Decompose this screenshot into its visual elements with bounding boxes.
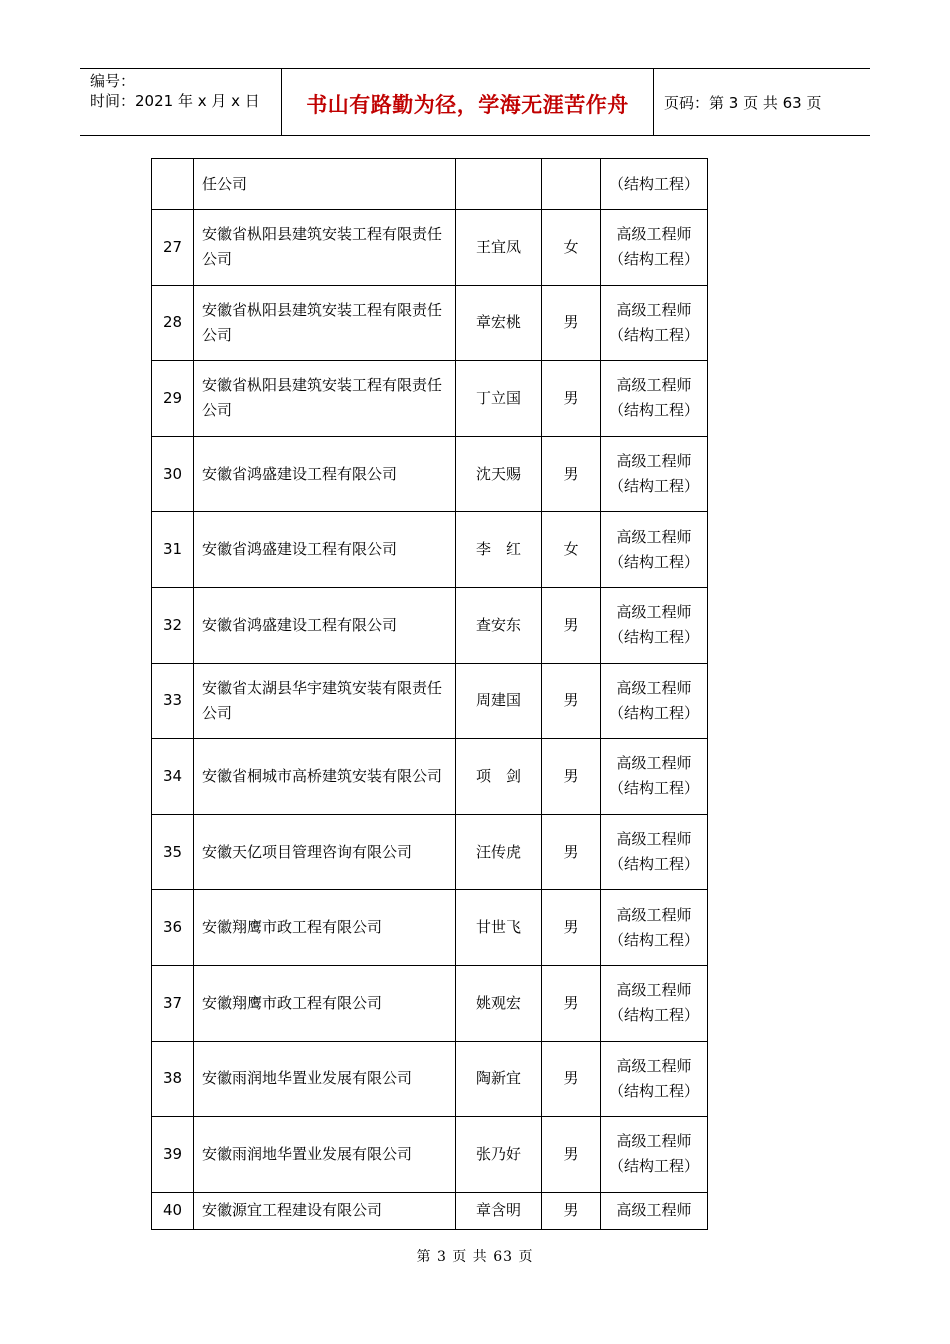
cell-gender: 男 (542, 587, 601, 663)
cell-no: 37 (152, 965, 194, 1041)
cell-name: 汪传虎 (456, 814, 542, 890)
table-row (152, 965, 708, 1041)
table-row (152, 285, 708, 361)
cell-company: 安徽翔鹰市政工程有限公司 (194, 965, 456, 1041)
cell-name: 章含明 (456, 1192, 542, 1229)
cell-title: 高级工程师（结构工程） (601, 436, 708, 512)
cell-no: 35 (152, 814, 194, 890)
cell-gender: 女 (542, 210, 601, 286)
personnel-table-body (152, 159, 708, 1230)
cell-title: （结构工程） (601, 159, 708, 210)
cell-name: 章宏桃 (456, 285, 542, 361)
cell-gender: 男 (542, 1192, 601, 1229)
cell-gender: 男 (542, 965, 601, 1041)
cell-no: 38 (152, 1041, 194, 1117)
cell-no (152, 159, 194, 210)
cell-no: 36 (152, 890, 194, 966)
cell-title: 高级工程师（结构工程） (601, 512, 708, 588)
cell-title: 高级工程师 (601, 1192, 708, 1229)
cell-company: 安徽省太湖县华宇建筑安装有限责任公司 (194, 663, 456, 739)
table-row (152, 210, 708, 286)
cell-gender: 男 (542, 436, 601, 512)
time-label: 时间：2021 年 x 月 x 日 (90, 92, 260, 110)
cell-title: 高级工程师（结构工程） (601, 965, 708, 1041)
cell-company: 安徽省鸿盛建设工程有限公司 (194, 512, 456, 588)
cell-name: 姚观宏 (456, 965, 542, 1041)
header-motto: 书山有路勤为径，学海无涯苦作舟 (282, 69, 654, 135)
cell-company: 安徽天亿项目管理咨询有限公司 (194, 814, 456, 890)
cell-title: 高级工程师（结构工程） (601, 890, 708, 966)
table-row (152, 587, 708, 663)
table-row-continuation (152, 159, 708, 210)
header-page-info: 页码：第 3 页 共 63 页 (664, 93, 822, 112)
cell-name: 沈天赐 (456, 436, 542, 512)
code-label: 编号： (90, 72, 136, 90)
header-meta (80, 69, 282, 135)
cell-no: 33 (152, 663, 194, 739)
cell-title: 高级工程师（结构工程） (601, 210, 708, 286)
cell-gender: 男 (542, 1041, 601, 1117)
cell-no: 40 (152, 1192, 194, 1229)
cell-name: 甘世飞 (456, 890, 542, 966)
cell-company: 安徽雨润地华置业发展有限公司 (194, 1041, 456, 1117)
cell-no: 29 (152, 361, 194, 437)
cell-no: 39 (152, 1117, 194, 1193)
cell-title: 高级工程师（结构工程） (601, 587, 708, 663)
table-row (152, 739, 708, 815)
table-row (152, 1117, 708, 1193)
cell-company: 安徽翔鹰市政工程有限公司 (194, 890, 456, 966)
cell-name: 张乃好 (456, 1117, 542, 1193)
table-row (152, 1041, 708, 1117)
cell-company: 安徽省桐城市高桥建筑安装有限公司 (194, 739, 456, 815)
table-row (152, 1192, 708, 1229)
cell-company: 安徽雨润地华置业发展有限公司 (194, 1117, 456, 1193)
cell-name: 李 红 (456, 512, 542, 588)
table-row (152, 814, 708, 890)
cell-gender: 男 (542, 663, 601, 739)
cell-company: 安徽省鸿盛建设工程有限公司 (194, 436, 456, 512)
cell-name: 陶新宜 (456, 1041, 542, 1117)
cell-gender: 男 (542, 890, 601, 966)
cell-company: 安徽省枞阳县建筑安装工程有限责任公司 (194, 361, 456, 437)
cell-gender: 男 (542, 739, 601, 815)
cell-company: 任公司 (194, 159, 456, 210)
cell-title: 高级工程师（结构工程） (601, 663, 708, 739)
cell-no: 28 (152, 285, 194, 361)
table-row (152, 361, 708, 437)
cell-title: 高级工程师（结构工程） (601, 361, 708, 437)
cell-name (456, 159, 542, 210)
cell-company: 安徽省鸿盛建设工程有限公司 (194, 587, 456, 663)
cell-title: 高级工程师（结构工程） (601, 285, 708, 361)
cell-gender: 男 (542, 361, 601, 437)
cell-no: 30 (152, 436, 194, 512)
cell-no: 32 (152, 587, 194, 663)
cell-title: 高级工程师（结构工程） (601, 1041, 708, 1117)
cell-gender (542, 159, 601, 210)
cell-gender: 男 (542, 285, 601, 361)
cell-no: 27 (152, 210, 194, 286)
cell-gender: 女 (542, 512, 601, 588)
cell-company: 安徽省枞阳县建筑安装工程有限责任公司 (194, 285, 456, 361)
cell-title: 高级工程师（结构工程） (601, 1117, 708, 1193)
cell-title: 高级工程师（结构工程） (601, 739, 708, 815)
table-row (152, 663, 708, 739)
page-footer: 第 3 页 共 63 页 (416, 1249, 534, 1265)
page-header (80, 68, 870, 136)
table-row (152, 512, 708, 588)
cell-name: 周建国 (456, 663, 542, 739)
cell-company: 安徽省枞阳县建筑安装工程有限责任公司 (194, 210, 456, 286)
table-row (152, 436, 708, 512)
cell-no: 31 (152, 512, 194, 588)
cell-name: 项 剑 (456, 739, 542, 815)
cell-name: 王宜凤 (456, 210, 542, 286)
cell-company: 安徽源宜工程建设有限公司 (194, 1192, 456, 1229)
table-row (152, 890, 708, 966)
cell-gender: 男 (542, 1117, 601, 1193)
cell-title: 高级工程师（结构工程） (601, 814, 708, 890)
personnel-table (151, 158, 708, 1230)
cell-gender: 男 (542, 814, 601, 890)
cell-name: 丁立国 (456, 361, 542, 437)
cell-no: 34 (152, 739, 194, 815)
cell-name: 查安东 (456, 587, 542, 663)
